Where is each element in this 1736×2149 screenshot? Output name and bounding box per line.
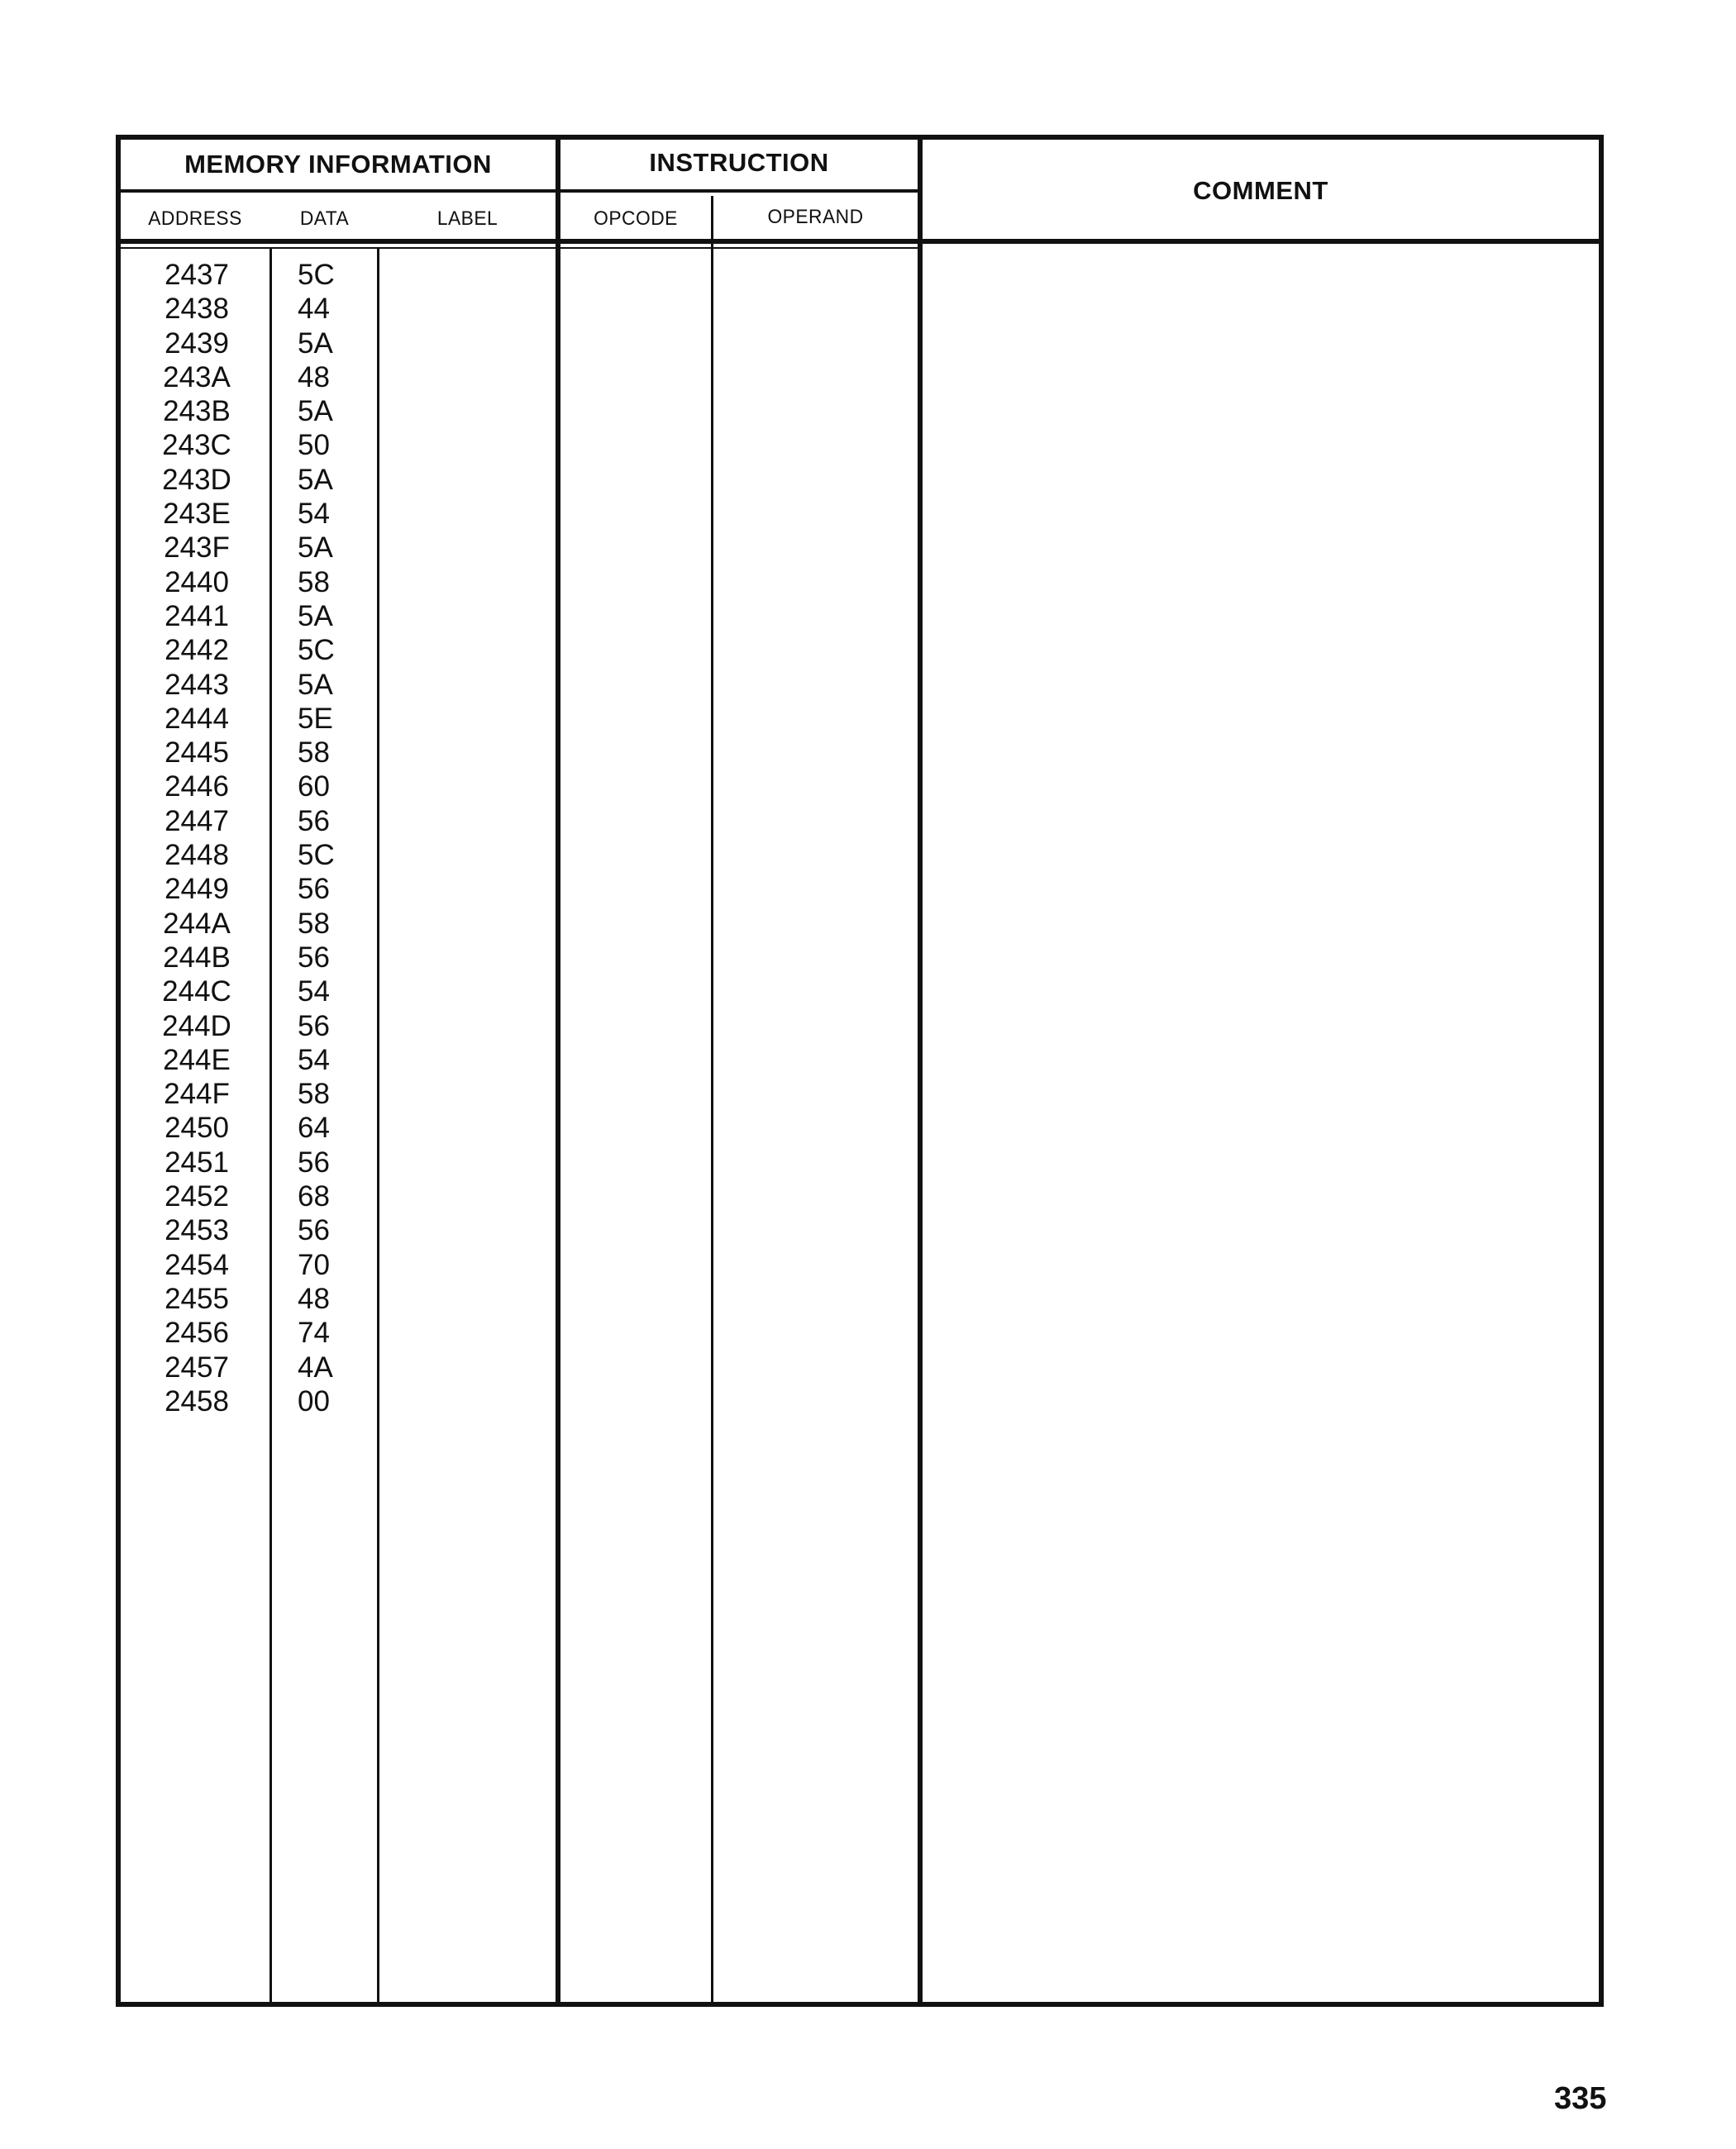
data-cell: 5A [298,599,333,632]
data-cell: 5A [298,326,333,360]
address-cell: 244B [163,941,231,974]
address-cell: 2438 [165,293,229,326]
address-cell: 2448 [165,839,229,872]
address-cell: 244D [162,1009,231,1042]
data-cell: 56 [298,1214,330,1247]
address-cell: 2453 [165,1214,229,1247]
address-cell: 243B [163,395,231,428]
address-cell: 243E [163,498,231,531]
rule-header-bottom-thin [121,247,918,249]
header-label: LABEL [436,207,498,230]
address-cell: 243D [162,463,231,496]
data-cell: 50 [298,429,330,462]
address-cell: 244C [162,975,231,1008]
address-cell: 243A [163,360,231,393]
data-cell: 56 [298,873,330,906]
data-cell: 56 [298,804,330,837]
address-cell: 2440 [165,565,229,598]
address-cell: 2439 [165,326,229,360]
address-cell: 2450 [165,1112,229,1145]
address-cell: 243C [162,429,231,462]
address-column [151,258,242,1418]
data-cell: 70 [298,1248,330,1281]
address-cell: 2443 [165,668,229,701]
address-cell: 2452 [165,1180,229,1213]
header-address: ADDRESS [148,207,242,230]
data-cell: 5A [298,463,333,496]
data-cell: 54 [298,1043,330,1076]
rule-group-header-bottom [121,189,918,193]
data-cell: 74 [298,1317,330,1350]
data-cell: 58 [298,907,330,940]
data-cell: 48 [298,1282,330,1315]
data-cell: 58 [298,565,330,598]
data-cell: 58 [298,736,330,770]
rule-header-bottom [121,239,1599,244]
address-cell: 2441 [165,599,229,632]
data-cell: 68 [298,1180,330,1213]
header-instruction: INSTRUCTION [649,148,829,177]
address-cell: 244E [163,1043,231,1076]
rule-address-data [269,247,272,2002]
data-cell: 64 [298,1112,330,1145]
data-cell: 5C [298,839,335,872]
address-cell: 244F [164,1078,230,1111]
header-operand: OPERAND [767,206,864,228]
rule-data-label [377,247,379,2002]
data-cell: 58 [298,1078,330,1111]
address-cell: 2442 [165,634,229,667]
data-cell: 00 [298,1384,330,1418]
data-cell: 4A [298,1351,333,1384]
page-number: 335 [1554,2081,1607,2116]
data-cell: 60 [298,770,330,803]
rule-instruction-comment [918,140,923,2002]
data-cell: 5A [298,668,333,701]
data-cell: 56 [298,1009,330,1042]
header-opcode: OPCODE [594,207,678,230]
data-cell: 56 [298,941,330,974]
header-data: DATA [299,207,350,230]
address-cell: 243F [164,531,230,565]
address-cell: 2456 [165,1317,229,1350]
data-cell: 5C [298,634,335,667]
data-cell: 5C [298,259,335,291]
data-cell: 44 [298,293,330,326]
header-memory-information: MEMORY INFORMATION [184,150,492,179]
address-cell: 2444 [165,702,229,735]
data-cell: 54 [298,498,330,531]
address-cell: 2449 [165,873,229,906]
address-cell: 2447 [165,804,229,837]
data-cell: 48 [298,360,330,393]
data-cell: 54 [298,975,330,1008]
data-cell: 5A [298,395,333,428]
address-cell: 2437 [165,259,229,291]
data-cell: 5E [298,702,333,735]
address-cell: 2455 [165,1282,229,1315]
rule-memory-instruction [556,140,560,2002]
address-cell: 244A [163,907,231,940]
address-cell: 2458 [165,1384,229,1418]
address-cell: 2446 [165,770,229,803]
data-cell: 56 [298,1146,330,1179]
address-cell: 2454 [165,1248,229,1281]
address-cell: 2457 [165,1351,229,1384]
address-cell: 2451 [165,1146,229,1179]
rule-opcode-operand [711,196,713,2002]
address-cell: 2445 [165,736,229,770]
data-column [298,258,355,1418]
data-cell: 5A [298,531,333,565]
header-comment: COMMENT [1193,176,1328,205]
